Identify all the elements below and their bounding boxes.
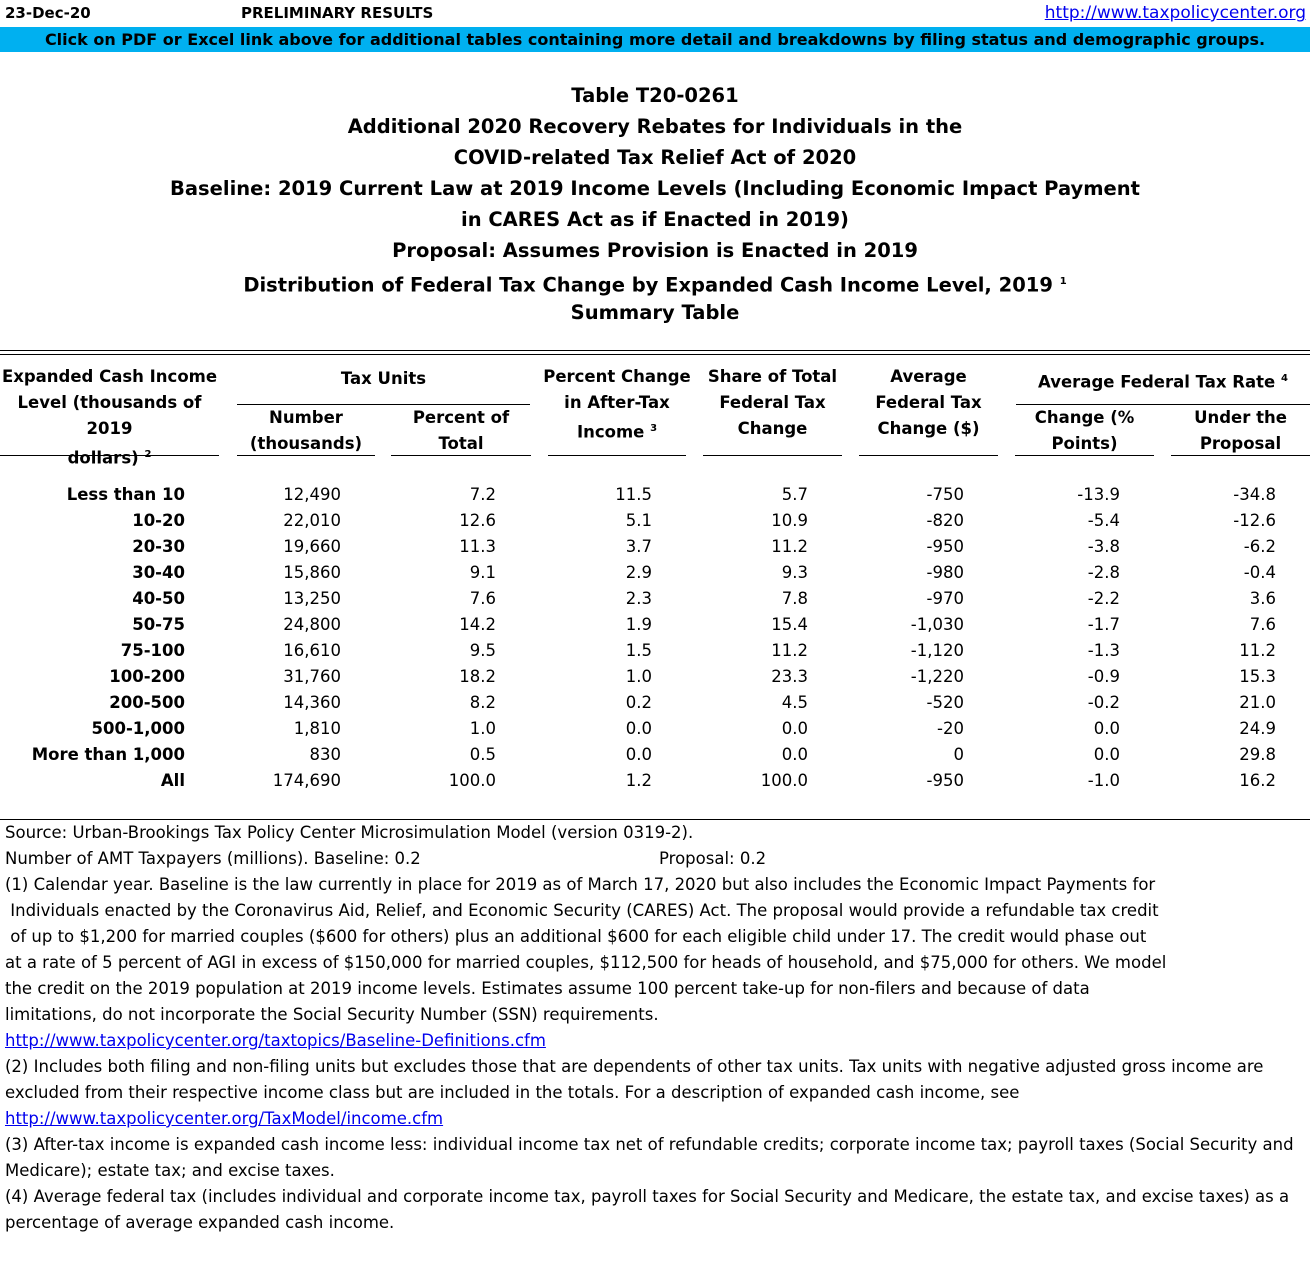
row-label: 10-20	[132, 511, 185, 530]
cell-rate-change: -0.9	[1087, 667, 1120, 686]
cell-share: 10.9	[771, 511, 808, 530]
cell-rate-change: -0.2	[1087, 693, 1120, 712]
col-header-tax-units: Tax Units	[340, 369, 427, 388]
cell-share: 11.2	[771, 641, 808, 660]
tpc-link[interactable]: http://www.taxpolicycenter.org	[1044, 3, 1306, 23]
cell-rate-change: 0.0	[1093, 745, 1120, 764]
row-label: 50-75	[132, 615, 185, 634]
cell-avg-change: -1,220	[910, 667, 964, 686]
row-label: 500-1,000	[91, 719, 185, 738]
cell-number: 22,010	[283, 511, 341, 530]
title-line-2: Additional 2020 Recovery Rebates for Individuals in the	[347, 115, 963, 138]
footnote-4: percentage of average expanded cash income.	[5, 1213, 395, 1232]
income-definition-link[interactable]: http://www.taxpolicycenter.org/TaxModel/income.cfm	[5, 1109, 444, 1128]
col-header-number: Number (thousands)	[249, 408, 363, 453]
source-note: Source: Urban-Brookings Tax Policy Center Microsimulation Model (version 0319-2).	[5, 823, 694, 842]
footnote-3: (3) After-tax income is expanded cash income less: individual income tax net of refundable credits; corporate income tax; payroll taxes (Social Security and	[5, 1135, 1294, 1154]
cell-percent: 9.1	[469, 563, 496, 582]
cell-share: 11.2	[771, 537, 808, 556]
footnote-4: (4) Average federal tax (includes individual and corporate income tax, payroll taxes for Social Security and Medicare, the estate tax, and excise taxes) as a	[5, 1187, 1290, 1206]
col-rule	[548, 455, 686, 456]
cell-pct-change: 1.0	[625, 667, 652, 686]
cell-avg-change: 0	[953, 745, 964, 764]
cell-percent: 7.2	[469, 485, 496, 504]
report-date: 23-Dec-20	[5, 4, 91, 22]
cell-rate-proposal: -34.8	[1233, 485, 1276, 504]
info-banner: Click on PDF or Excel link above for additional tables containing more detail and breakdowns by filing status and demographic groups.	[0, 27, 1310, 52]
cell-share: 5.7	[781, 485, 808, 504]
row-label: 20-30	[132, 537, 185, 556]
summary-label: Summary Table	[570, 301, 740, 324]
cell-rate-change: -5.4	[1087, 511, 1120, 530]
baseline-line-1: Baseline: 2019 Current Law at 2019 Income Levels (Including Economic Impact Payment	[170, 177, 1140, 200]
cell-number: 16,610	[283, 641, 341, 660]
cell-avg-change: -950	[926, 771, 964, 790]
amt-proposal: Proposal: 0.2	[659, 849, 767, 868]
cell-rate-proposal: 3.6	[1249, 589, 1276, 608]
cell-avg-change: -1,120	[910, 641, 964, 660]
cell-avg-change: -950	[926, 537, 964, 556]
footnote-2: (2) Includes both filing and non-filing units but excludes those that are dependents of other tax units. Tax units with negative adjusted gross income are	[5, 1057, 1264, 1076]
footnote-1: the credit on the 2019 population at 2019 income levels. Estimates assume 100 percent take-up for non-filers and because of data	[5, 979, 1090, 998]
cell-pct-change: 2.3	[625, 589, 652, 608]
table-top-rule-2	[0, 354, 1310, 355]
cell-rate-change: -2.2	[1087, 589, 1120, 608]
cell-rate-change: -3.8	[1087, 537, 1120, 556]
status-label: PRELIMINARY RESULTS	[241, 4, 434, 22]
cell-rate-change: -1.0	[1087, 771, 1120, 790]
cell-pct-change: 2.9	[625, 563, 652, 582]
cell-rate-proposal: 15.3	[1239, 667, 1276, 686]
title-line-3: COVID-related Tax Relief Act of 2020	[453, 146, 857, 169]
cell-rate-proposal: 29.8	[1239, 745, 1276, 764]
row-label: Less than 10	[66, 485, 185, 504]
footnote-1: limitations, do not incorporate the Social Security Number (SSN) requirements.	[5, 1005, 659, 1024]
cell-number: 15,860	[283, 563, 341, 582]
col-header-change-points: Change (% Points)	[1034, 408, 1135, 453]
cell-percent: 14.2	[459, 615, 496, 634]
cell-avg-change: -20	[937, 719, 964, 738]
col-header-under-proposal: Under the Proposal	[1194, 408, 1287, 453]
cell-number: 1,810	[293, 719, 341, 738]
cell-rate-proposal: -6.2	[1243, 537, 1276, 556]
col-header-income-level: Expanded Cash Income Level (thousands of 2019 dollars) $^2$	[1, 367, 218, 468]
cell-number: 13,250	[283, 589, 341, 608]
cell-pct-change: 3.7	[625, 537, 652, 556]
distribution-line: Distribution of Federal Tax Change by Expanded Cash Income Level, 2019 $^1$	[243, 273, 1067, 297]
cell-percent: 8.2	[469, 693, 496, 712]
cell-percent: 11.3	[459, 537, 496, 556]
table-top-rule	[0, 350, 1310, 351]
cell-pct-change: 1.5	[625, 641, 652, 660]
row-label: 75-100	[120, 641, 185, 660]
col-rule	[859, 455, 998, 456]
row-label: 200-500	[109, 693, 185, 712]
baseline-line-2: in CARES Act as if Enacted in 2019)	[461, 208, 849, 231]
footnotes	[5, 820, 1305, 1236]
cell-rate-proposal: 11.2	[1239, 641, 1276, 660]
footnote-3: Medicare); estate tax; and excise taxes.	[5, 1161, 335, 1180]
footnote-1: of up to $1,200 for married couples ($600 for others) plus an additional $600 for each eligible child under 17. The credit would phase out	[5, 927, 1147, 946]
cell-avg-change: -1,030	[910, 615, 964, 634]
table-number: Table T20-0261	[571, 84, 739, 107]
cell-rate-change: -1.7	[1087, 615, 1120, 634]
cell-pct-change: 5.1	[625, 511, 652, 530]
col-header-share-total: Share of Total Federal Tax Change	[707, 367, 838, 438]
cell-number: 31,760	[283, 667, 341, 686]
cell-percent: 12.6	[459, 511, 496, 530]
col-header-percent-total: Percent of Total	[412, 408, 510, 453]
cell-share: 15.4	[771, 615, 808, 634]
cell-pct-change: 1.9	[625, 615, 652, 634]
footnote-1: Individuals enacted by the Coronavirus Aid, Relief, and Economic Security (CARES) Act. The proposal would provide a refundable tax credit	[5, 901, 1159, 920]
cell-percent: 0.5	[469, 745, 496, 764]
baseline-definitions-link[interactable]: http://www.taxpolicycenter.org/taxtopics/Baseline-Definitions.cfm	[5, 1031, 546, 1050]
cell-avg-change: -820	[926, 511, 964, 530]
row-label-all: All	[160, 771, 185, 790]
cell-number: 24,800	[283, 615, 341, 634]
cell-share: 4.5	[781, 693, 808, 712]
footnote-1: at a rate of 5 percent of AGI in excess of $150,000 for married couples, $112,500 for heads of household, and $75,000 for others. We model	[5, 953, 1167, 972]
cell-percent: 100.0	[448, 771, 496, 790]
cell-pct-change: 1.2	[625, 771, 652, 790]
row-label: More than 1,000	[31, 745, 185, 764]
cell-rate-proposal: 7.6	[1249, 615, 1276, 634]
cell-percent: 1.0	[469, 719, 496, 738]
col-header-aftr: Average Federal Tax Rate $^4$	[1038, 372, 1288, 392]
cell-rate-proposal: 21.0	[1239, 693, 1276, 712]
cell-avg-change: -750	[926, 485, 964, 504]
cell-number: 12,490	[283, 485, 341, 504]
cell-number: 174,690	[272, 771, 341, 790]
cell-share: 0.0	[781, 719, 808, 738]
row-label: 100-200	[109, 667, 185, 686]
footnote-1: (1) Calendar year. Baseline is the law currently in place for 2019 as of March 17, 2020 but also includes the Economic Impact Payments for	[5, 875, 1156, 894]
cell-rate-proposal: -0.4	[1243, 563, 1276, 582]
cell-avg-change: -980	[926, 563, 964, 582]
cell-rate-proposal: 24.9	[1239, 719, 1276, 738]
cell-percent: 7.6	[469, 589, 496, 608]
row-label: 30-40	[132, 563, 185, 582]
row-label: 40-50	[132, 589, 185, 608]
cell-rate-change: -13.9	[1077, 485, 1120, 504]
cell-rate-proposal: 16.2	[1239, 771, 1276, 790]
col-header-pct-change: Percent Change in After-Tax Income $^3$	[543, 367, 691, 442]
cell-share: 23.3	[771, 667, 808, 686]
cell-rate-change: -2.8	[1087, 563, 1120, 582]
table-titles	[0, 80, 1310, 328]
cell-avg-change: -520	[926, 693, 964, 712]
amt-note: Number of AMT Taxpayers (millions). Baseline: 0.2 Proposal: 0.2	[5, 846, 1305, 872]
cell-rate-proposal: -12.6	[1233, 511, 1276, 530]
cell-rate-change: -1.3	[1087, 641, 1120, 660]
cell-avg-change: -970	[926, 589, 964, 608]
cell-number: 830	[309, 745, 341, 764]
cell-pct-change: 0.2	[625, 693, 652, 712]
cell-pct-change: 11.5	[615, 485, 652, 504]
cell-pct-change: 0.0	[625, 745, 652, 764]
cell-share: 7.8	[781, 589, 808, 608]
cell-percent: 9.5	[469, 641, 496, 660]
col-rule	[703, 455, 842, 456]
cell-pct-change: 0.0	[625, 719, 652, 738]
cell-rate-change: 0.0	[1093, 719, 1120, 738]
cell-percent: 18.2	[459, 667, 496, 686]
col-header-avg-tax-change: Average Federal Tax Change ($)	[875, 367, 982, 438]
cell-share: 9.3	[781, 563, 808, 582]
footnote-2: excluded from their respective income class but are included in the totals. For a description of expanded cash income, see	[5, 1083, 1020, 1102]
proposal-line: Proposal: Assumes Provision is Enacted in 2019	[392, 239, 918, 262]
cell-share: 100.0	[760, 771, 808, 790]
cell-share: 0.0	[781, 745, 808, 764]
cell-number: 14,360	[283, 693, 341, 712]
cell-number: 19,660	[283, 537, 341, 556]
